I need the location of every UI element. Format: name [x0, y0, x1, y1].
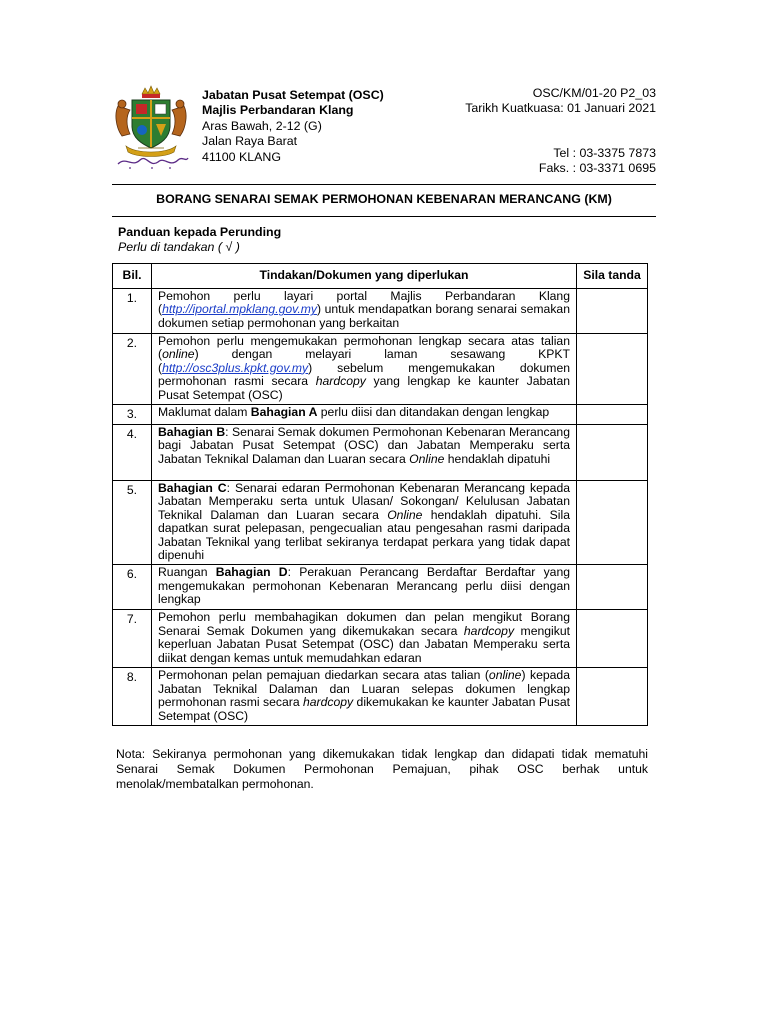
guide-heading: Panduan kepada Perunding	[118, 225, 282, 239]
text-segment: ) dengan melayari laman sesawang KPKT (	[158, 347, 570, 375]
row-number: 2.	[113, 334, 152, 405]
tick-box[interactable]	[577, 334, 648, 405]
table-row	[113, 334, 648, 405]
tick-box[interactable]	[577, 565, 648, 610]
text-segment: : Senarai Semak dokumen Permohonan Kebenaran Merancang bagi Jabatan Pusat Setempat (OSC) dan Jabatan Memperaku serta Jabatan Teknikal Dalaman dan Luaran secara	[158, 425, 570, 466]
text-segment: : Senarai edaran Permohonan Kebenaran Merancang kepada Jabatan Memperaku serta untuk Ulasan/ Sokongan/ Kelulusan Jabatan Teknikal Dalaman dan Luaran secara	[158, 481, 570, 522]
tick-box[interactable]	[577, 610, 648, 668]
text-segment: ) sebelum mengemukakan dokumen permohonan rasmi secara	[158, 360, 570, 389]
row-number: 7.	[113, 610, 152, 668]
tick-box[interactable]	[577, 668, 648, 726]
text-segment: online	[488, 668, 522, 683]
table-row	[113, 425, 648, 481]
text-segment: ) kepada Jabatan Teknikal Dalaman dan Luaran selepas dokumen lengkap permohonan rasmi secara	[158, 668, 570, 710]
row-description	[152, 565, 577, 610]
text-segment: Pemohon perlu mengemukakan permohonan lengkap secara atas talian (	[158, 334, 570, 362]
table-row	[113, 565, 648, 610]
text-segment: Ruangan	[158, 565, 216, 580]
text-segment: hardcopy	[303, 695, 354, 710]
row-description	[152, 610, 577, 668]
guide-section	[118, 225, 281, 255]
table-row	[113, 668, 648, 726]
text-segment: Permohonan pelan pemajuan diedarkan secara atas talian (	[158, 668, 489, 683]
row-description	[152, 425, 577, 481]
row-number: 1.	[113, 289, 152, 334]
table-header-row	[113, 264, 648, 289]
divider-top	[112, 184, 656, 185]
text-segment: Bahagian A	[250, 405, 318, 420]
text-segment: Bahagian C	[158, 481, 227, 496]
text-segment: hendaklah dipatuhi	[444, 451, 551, 466]
portal-link[interactable]: http://iportal.mpklang.gov.my	[162, 302, 317, 317]
row-number: 8.	[113, 668, 152, 726]
text-segment: Pemohon perlu membahagikan dokumen dan pelan mengikut Borang Senarai Semak Dokumen yang dikemukakan secara	[158, 610, 570, 638]
col-header-number: Bil.	[113, 264, 152, 289]
text-segment: perlu diisi dan ditandakan dengan lengkap	[317, 405, 550, 420]
document-code: OSC/KM/01-20 P2_03	[532, 86, 656, 100]
text-segment: : Perakuan Perancang Berdaftar Berdaftar yang mengemukakan permohonan Kebenaran Merancang perlu diisi dengan lengkap	[158, 565, 571, 607]
table-row	[113, 610, 648, 668]
text-segment: hendaklah dipatuhi. Sila dapatkan surat pelepasan, pengecualian atau pengesahan rasmi daripada Jabatan Teknikal yang terlibat sekiranya terdapat perkara yang tidak dapat dipenuhi	[158, 507, 570, 563]
row-number: 4.	[113, 425, 152, 481]
tick-box[interactable]	[577, 425, 648, 481]
text-segment: online	[162, 347, 195, 362]
organisation-address	[202, 88, 384, 165]
address-line-3: 41100 KLANG	[202, 149, 281, 164]
row-number: 3.	[113, 405, 152, 425]
mpk-crest-logo	[112, 84, 190, 170]
tick-box[interactable]	[577, 481, 648, 565]
text-segment: Bahagian B	[158, 425, 226, 440]
footnote: Nota: Sekiranya permohonan yang dikemukakan tidak lengkap dan didapati tidak mematuhi Senarai Semak Dokumen Permohonan Pemajuan, pihak OSC berhak untuk menolak/membatalkan permohonan.	[116, 747, 648, 791]
telephone: Tel : 03-3375 7873	[553, 146, 656, 160]
checklist-table	[112, 263, 648, 726]
text-segment: ) untuk mendapatkan borang senarai semakan dokumen setiap permohonan yang berkaitan	[158, 302, 570, 330]
fax: Faks. : 03-3371 0695	[538, 161, 656, 176]
council-name: Majlis Perbandaran Klang	[202, 103, 354, 118]
form-title: BORANG SENARAI SEMAK PERMOHONAN KEBENARAN MERANCANG (KM)	[156, 192, 612, 206]
col-header-tick: Sila tanda	[577, 264, 648, 289]
address-line-2: Jalan Raya Barat	[202, 134, 298, 149]
text-segment: Online	[387, 507, 423, 522]
row-description	[152, 481, 577, 565]
text-segment: hardcopy	[463, 623, 515, 638]
row-description	[152, 668, 577, 726]
row-number: 5.	[113, 481, 152, 565]
table-row	[113, 481, 648, 565]
contact-info	[539, 146, 656, 177]
portal-link[interactable]: http://osc3plus.kpkt.gov.my	[162, 360, 309, 375]
text-segment: hardcopy	[315, 374, 366, 389]
department-name: Jabatan Pusat Setempat (OSC)	[202, 88, 384, 102]
row-description	[152, 289, 577, 334]
tick-box[interactable]	[577, 405, 648, 425]
text-segment: Bahagian D	[215, 565, 288, 580]
row-description	[152, 405, 577, 425]
table-row	[113, 405, 648, 425]
text-segment: Online	[409, 451, 445, 466]
row-description	[152, 334, 577, 405]
effective-date: Tarikh Kuatkuasa: 01 Januari 2021	[465, 101, 656, 116]
text-segment: Maklumat dalam	[158, 405, 251, 420]
text-segment: Pemohon perlu layari portal Majlis Perbandaran Klang (	[158, 289, 570, 317]
document-reference	[465, 86, 656, 117]
col-header-action: Tindakan/Dokumen yang diperlukan	[152, 264, 577, 289]
guide-instruction: Perlu di tandakan ( √ )	[118, 240, 240, 254]
tick-box[interactable]	[577, 289, 648, 334]
text-segment: dikemukakan ke kaunter Jabatan Pusat Setempat (OSC)	[158, 695, 570, 723]
address-line-1: Aras Bawah, 2-12 (G)	[202, 118, 322, 133]
table-row	[113, 289, 648, 334]
text-segment: mengikut keperluan Jabatan Pusat Setempat (OSC) dan Jabatan Memperaku serta diikat dengan kemas untuk memudahkan edaran	[158, 623, 570, 665]
row-number: 6.	[113, 565, 152, 610]
divider-bottom	[112, 216, 656, 217]
text-segment: yang lengkap ke kaunter Jabatan Pusat Setempat (OSC)	[158, 374, 570, 402]
